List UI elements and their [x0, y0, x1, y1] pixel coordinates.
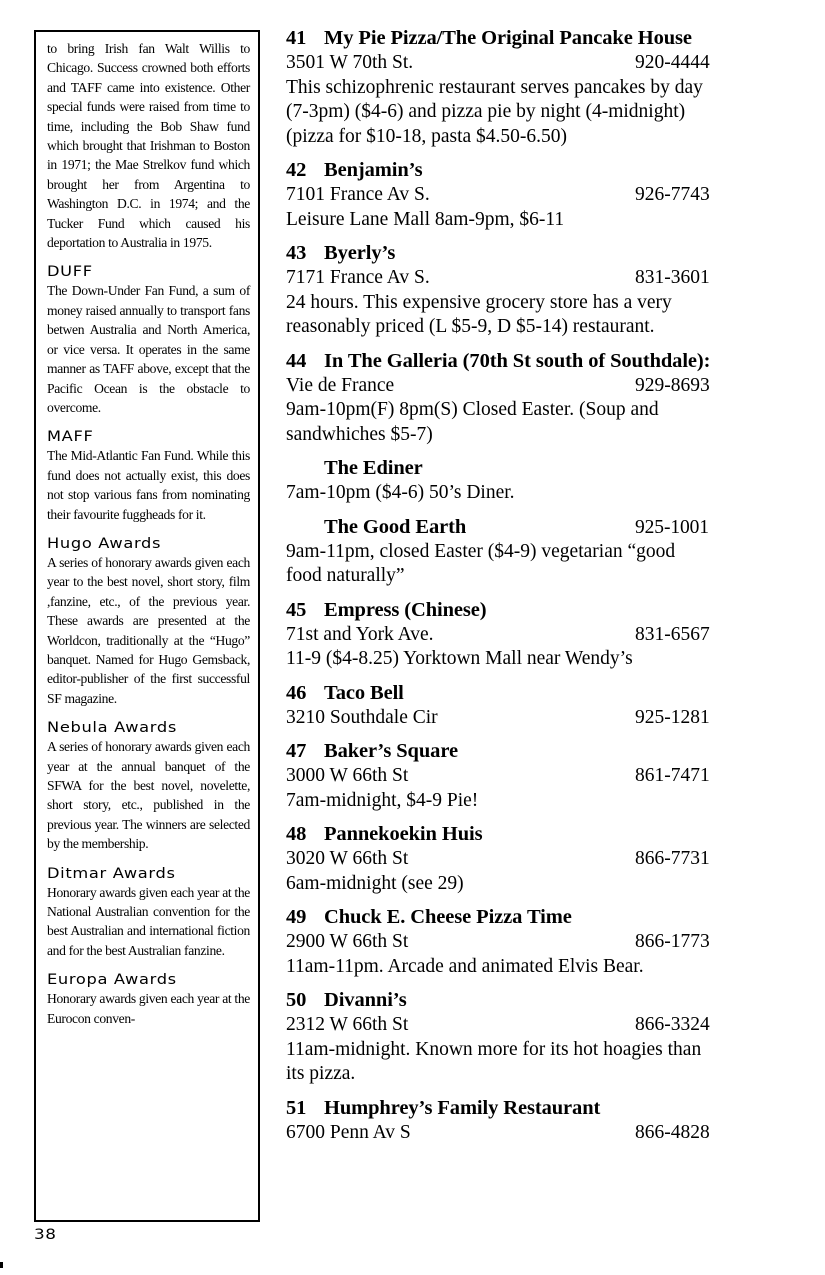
- entry-number: 46: [286, 681, 307, 704]
- entry-address-line: [286, 183, 766, 208]
- entry-address-line: [286, 1013, 766, 1038]
- entry-phone: 866-4828: [635, 1121, 710, 1143]
- glossary-heading: DUFF: [47, 264, 93, 281]
- entry-note: 6am-midnight (see 29): [286, 872, 464, 894]
- glossary-content: [47, 39, 250, 1028]
- entry-note: (pizza for $10-18, pasta $4.50-6.50): [286, 125, 568, 147]
- entry-number: 42: [286, 159, 307, 181]
- entry-number: 50: [286, 989, 307, 1011]
- entry-note: 11am-11pm. Arcade and animated Elvis Bear.: [286, 955, 644, 977]
- restaurant-entry-41: [286, 26, 766, 149]
- entry-name: Pannekoekin Huis: [324, 823, 483, 845]
- entry-name: Byerly’s: [324, 242, 396, 264]
- scan-mark: [0, 1262, 3, 1268]
- entry-number: 44: [286, 349, 307, 372]
- entry-note: food naturally”: [286, 565, 405, 586]
- entry-name: Empress (Chinese): [324, 598, 487, 621]
- glossary-section-duff: [47, 263, 250, 417]
- entry-name: Taco Bell: [324, 681, 404, 704]
- glossary-section-hugo: [47, 535, 250, 708]
- entry-phone: 831-6567: [635, 623, 710, 645]
- entry-address: 3501 W 70th St.: [286, 52, 414, 73]
- restaurant-entry-good-earth: [286, 515, 766, 589]
- glossary-text: The Mid-Atlantic Fan Fund. While this fund does not actually exist, this does not stop various fans from nominating their favourite fuggheads for it.: [47, 448, 250, 522]
- restaurant-entry-42: [286, 158, 766, 232]
- entry-title: [286, 515, 766, 540]
- entry-note: 7am-midnight, $4-9 Pie!: [286, 789, 479, 811]
- entry-number: 41: [286, 27, 307, 49]
- entry-phone: 926-7743: [635, 184, 710, 205]
- restaurant-entry-44: [286, 349, 766, 448]
- entry-title: [286, 598, 766, 623]
- entry-number: 47: [286, 740, 307, 762]
- restaurant-entry-43: [286, 241, 766, 340]
- entry-note: 9am-10pm(F) 8pm(S) Closed Easter. (Soup and: [286, 399, 659, 420]
- entry-name: The Good Earth: [324, 515, 467, 538]
- entry-title: [286, 905, 766, 930]
- glossary-heading: MAFF: [47, 429, 94, 446]
- glossary-heading: Nebula Awards: [47, 720, 177, 737]
- entry-note: 11am-midnight. Known more for its hot hoagies than: [286, 1038, 702, 1060]
- entry-note: 9am-11pm, closed Easter ($4-9) vegetarian “good: [286, 540, 676, 562]
- page-number: 38: [34, 1227, 57, 1243]
- entry-phone: 925-1001: [635, 516, 709, 538]
- entry-address: 2900 W 66th St: [286, 931, 409, 952]
- entry-note: reasonably priced (L $5-9, D $5-14) restaurant.: [286, 316, 655, 337]
- entry-phone: 929-8693: [635, 374, 710, 396]
- restaurant-entry-50: [286, 988, 766, 1087]
- glossary-text: A series of honorary awards given each year at the annual banquet of the SFWA for the best novel, novelette, short story, etc., published in the previous year. The winners are selected by the membership.: [47, 739, 250, 852]
- entry-name: Baker’s Square: [324, 740, 458, 762]
- entry-phone: 866-3324: [635, 1014, 710, 1035]
- entry-name: Humphrey’s Family Restaurant: [324, 1096, 601, 1119]
- entry-note: 7am-10pm ($4-6) 50’s Diner.: [286, 482, 515, 503]
- entry-number: 43: [286, 242, 307, 264]
- entry-phone: 866-7731: [635, 848, 710, 869]
- glossary-intro-text: to bring Irish fan Walt Willis to Chicago. Success crowned both efforts and TAFF came into existence. Other special funds were raised from time to time, including the Bob Shaw fund which brought that Irishman to Boston in 1971; the Mae Strelkov fund which brought her from Argentina to Washington D.C. in 1974; and the Tucker Fund which caused his deportation to Australia in 1975.: [47, 41, 250, 251]
- entry-note: 24 hours. This expensive grocery store has a very: [286, 291, 672, 313]
- entry-title: [286, 681, 766, 706]
- restaurant-entry-ediner: [286, 456, 766, 506]
- entry-address-line: [286, 1121, 766, 1146]
- entry-note: 11-9 ($4-8.25) Yorktown Mall near Wendy’s: [286, 648, 633, 669]
- glossary-heading: Hugo Awards: [47, 535, 162, 552]
- glossary-heading: Europa Awards: [47, 972, 177, 989]
- entry-note: This schizophrenic restaurant serves pancakes by day: [286, 76, 703, 98]
- entry-title: [286, 241, 766, 266]
- glossary-section-europa: [47, 971, 250, 1028]
- restaurant-entry-49: [286, 905, 766, 979]
- entry-address: 3210 Southdale Cir: [286, 706, 438, 728]
- entry-address-line: [286, 847, 766, 872]
- entry-name: My Pie Pizza/The Original Pancake House: [324, 27, 692, 49]
- entry-address-line: [286, 51, 766, 76]
- entry-address-line: [286, 374, 766, 399]
- entry-title: [286, 739, 766, 764]
- glossary-sidebar: [34, 30, 260, 1222]
- entry-address: 7171 France Av S.: [286, 267, 430, 288]
- glossary-text: Honorary awards given each year at the National Australian convention for the best Australian and international fiction and for the best Australian fanzine.: [47, 884, 250, 958]
- entry-name: Divanni’s: [324, 989, 407, 1011]
- entry-phone: 861-7471: [635, 765, 710, 786]
- entry-number: 51: [286, 1096, 307, 1119]
- entry-title: [286, 822, 766, 847]
- restaurant-entry-45: [286, 598, 766, 672]
- glossary-section-ditmar: [47, 865, 250, 961]
- entry-title: [286, 456, 766, 481]
- glossary-section-nebula: [47, 719, 250, 853]
- entry-title: [286, 988, 766, 1013]
- entry-title: [286, 26, 766, 51]
- entry-address: 2312 W 66th St: [286, 1014, 409, 1035]
- entry-note: (7-3pm) ($4-6) and pizza pie by night (4-midnight): [286, 101, 686, 122]
- entry-phone: 920-4444: [635, 52, 710, 73]
- entry-address: 6700 Penn Av S: [286, 1121, 411, 1143]
- restaurant-entry-51: [286, 1096, 766, 1146]
- entry-name: Chuck E. Cheese Pizza Time: [324, 906, 572, 928]
- glossary-heading: Ditmar Awards: [47, 865, 176, 882]
- glossary-text: Honorary awards given each year at the Eurocon conven-: [47, 991, 250, 1026]
- entry-address-line: [286, 764, 766, 789]
- entry-title: [286, 1096, 766, 1121]
- entry-note: sandwhiches $5-7): [286, 423, 433, 445]
- entry-number: 48: [286, 823, 307, 845]
- entry-address: 3000 W 66th St: [286, 765, 409, 786]
- entry-title: [286, 158, 766, 183]
- restaurant-entry-48: [286, 822, 766, 896]
- entry-name: In The Galleria (70th St south of Southdale):: [324, 349, 711, 372]
- entry-address-line: [286, 930, 766, 955]
- entry-name: Benjamin’s: [324, 159, 423, 181]
- entry-address-line: [286, 266, 766, 291]
- glossary-text: The Down-Under Fan Fund, a sum of money raised annually to transport fans betwen Australia and North America, or vice versa. It operates in the same manner as TAFF above, except that the Pacific Ocean is the obstacle to overcome.: [47, 283, 250, 415]
- entry-address-line: [286, 706, 766, 731]
- restaurant-entry-46: [286, 681, 766, 731]
- entry-title: [286, 349, 766, 374]
- glossary-text: A series of honorary awards given each year to the best novel, short story, film ,fanzine, etc., of the previous year. These awards are presented at the Worldcon, traditionally at the “Hugo” banquet. Named for Hugo Gemsback, editor-publisher of the first successful SF magazine.: [47, 554, 250, 706]
- entry-number: 49: [286, 906, 307, 928]
- entry-name: The Ediner: [324, 457, 423, 479]
- entry-address: 3020 W 66th St: [286, 848, 409, 869]
- glossary-section-maff: [47, 428, 250, 524]
- entry-address: 71st and York Ave.: [286, 623, 434, 645]
- entry-address: Vie de France: [286, 374, 395, 396]
- restaurant-listing: [286, 26, 766, 1154]
- restaurant-entry-47: [286, 739, 766, 813]
- entry-note: its pizza.: [286, 1063, 356, 1084]
- entry-phone: 866-1773: [635, 931, 710, 952]
- entry-note: Leisure Lane Mall 8am-9pm, $6-11: [286, 208, 565, 230]
- entry-address: 7101 France Av S.: [286, 184, 430, 205]
- entry-phone: 831-3601: [635, 267, 710, 288]
- entry-phone: 925-1281: [635, 706, 710, 728]
- entry-number: 45: [286, 598, 307, 621]
- entry-address-line: [286, 623, 766, 648]
